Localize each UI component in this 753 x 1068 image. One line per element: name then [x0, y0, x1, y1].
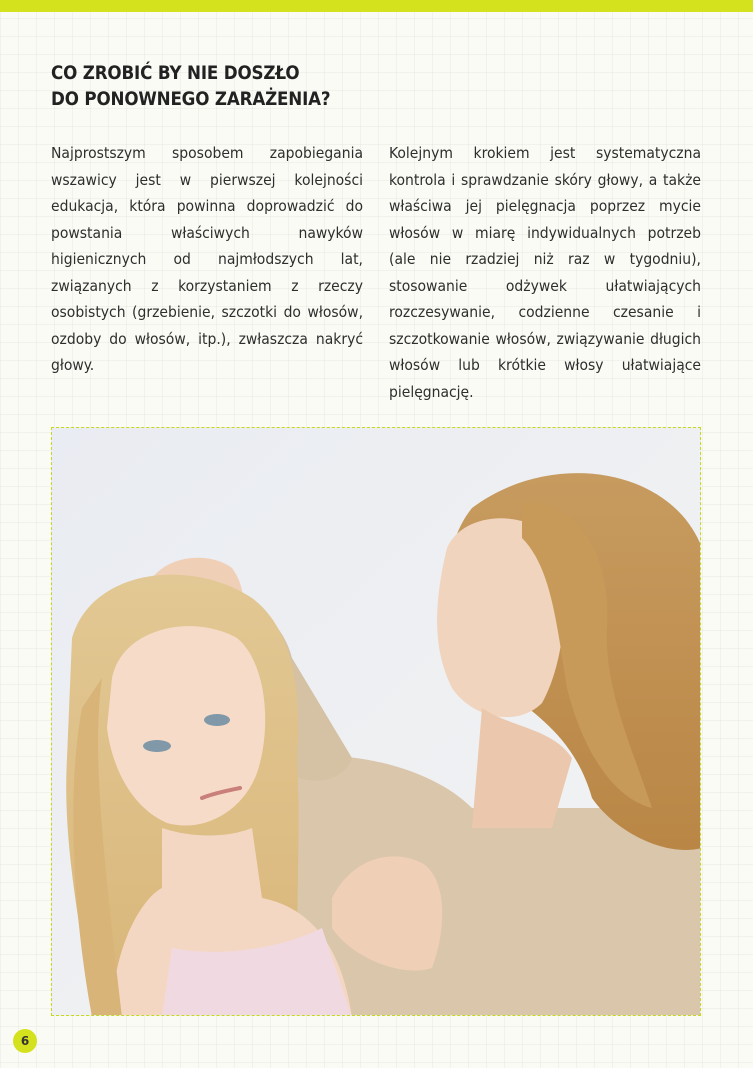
page-number-badge: 6: [13, 1029, 37, 1053]
heading-line-2: DO PONOWNEGO ZARAŻENIA?: [51, 88, 331, 110]
top-accent-bar: [0, 0, 753, 12]
photo-mother-checking-daughter-hair: [51, 427, 701, 1016]
heading-line-1: CO ZROBIĆ BY NIE DOSZŁO: [51, 62, 300, 84]
body-text-right-column: Kolejnym krokiem jest systematyczna kontrola i sprawdzanie skóry głowy, a także właściwa jej pielęgnacja poprzez mycie włosów w miarę indywidualnych potrzeb (ale nie rzadziej niż raz w tygodniu), stosowanie odżywek ułatwiających rozczesywanie, codzienne czesanie i szczotkowanie włosów, związywanie długich włosów lub krótkie włosy ułatwiające pielęgnację.: [389, 144, 701, 401]
body-text-left-column: Najprostszym sposobem zapobiegania wszawicy jest w pierwszej kolejności edukacja, która powinna doprowadzić do powstania właściwych nawyków higienicznych od najmłodszych lat, związanych z korzystaniem z rzeczy osobistych (grzebienie, szczotki do włosów, ozdoby do włosów, itp.), zwłaszcza nakryć głowy.: [51, 144, 363, 374]
page-heading: [51, 60, 330, 112]
